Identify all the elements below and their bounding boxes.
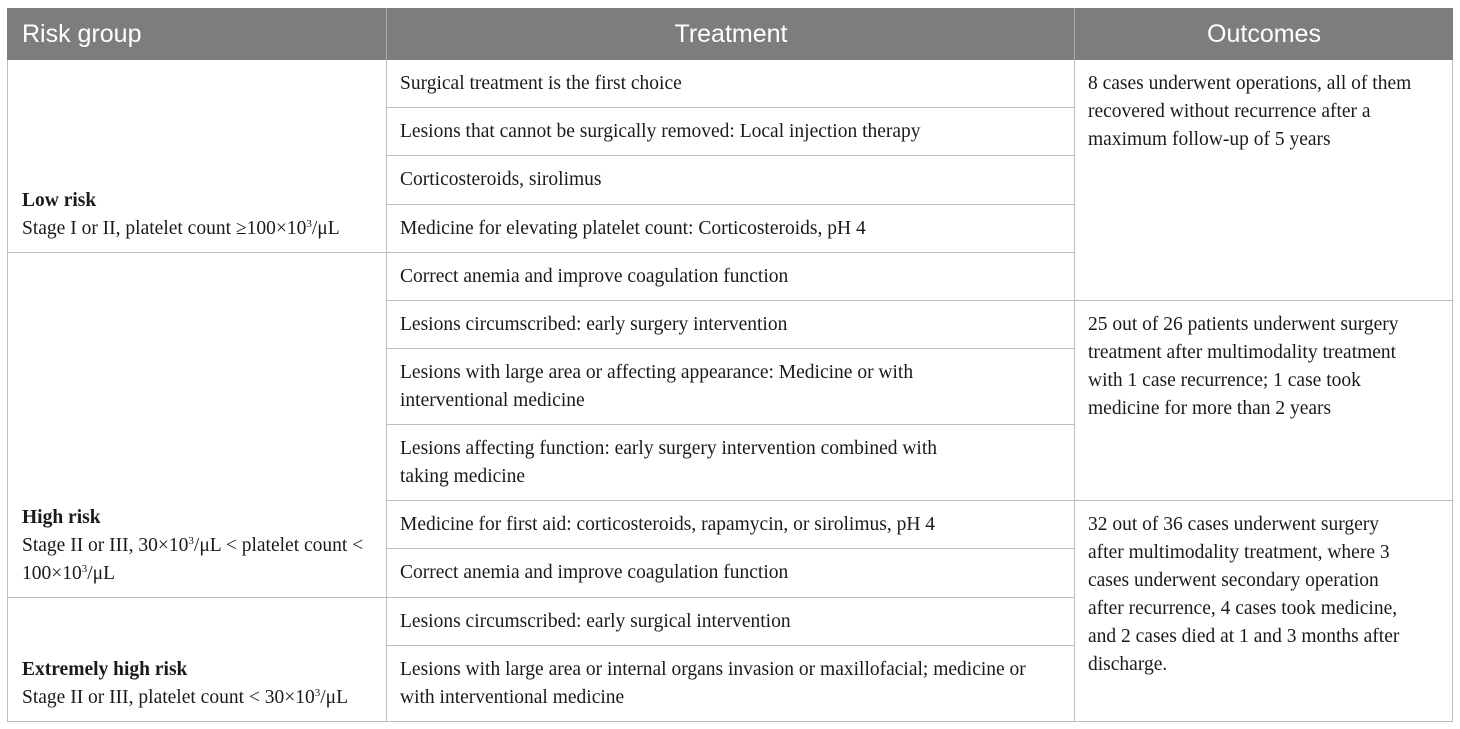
column-divider <box>386 60 387 722</box>
row-divider <box>387 500 1075 501</box>
risk-detail: Stage II or III, $30\times 10^3/\mu L$ < platelet count < $100\times 10^3/\mu L$ <box>22 535 364 584</box>
row-divider <box>387 155 1075 156</box>
treatment-cell: Medicine for elevating platelet count: Corticosteroids, pH 4 <box>400 218 866 239</box>
treatment-cell: Surgical treatment is the first choice <box>400 73 682 94</box>
risk-cell-extremely-high <box>22 656 382 712</box>
row-divider <box>7 252 387 253</box>
row-divider <box>1075 300 1453 301</box>
header-divider <box>386 8 387 60</box>
row-divider <box>387 548 1075 549</box>
border-bottom <box>7 721 1453 722</box>
treatment-cell: Correct anemia and improve coagulation function <box>400 562 789 583</box>
header-treatment: Treatment <box>674 20 788 48</box>
row-divider <box>387 204 1075 205</box>
risk-cell-high <box>22 504 382 588</box>
risk-cell-low <box>22 187 382 243</box>
header-divider <box>1074 8 1075 60</box>
column-divider <box>1074 60 1075 722</box>
treatment-table <box>7 8 1453 722</box>
outcome-cell: 32 out of 36 cases underwent surgery after multimodality treatment, where 3 cases underwent secondary operation after recurrence, 4 cases took medicine, and 2 cases died at 1 and 3 months after discharge. <box>1088 514 1400 675</box>
header-outcomes: Outcomes <box>1207 20 1321 48</box>
row-divider <box>387 252 1075 253</box>
row-divider <box>387 348 1075 349</box>
row-divider <box>7 597 387 598</box>
row-divider <box>1075 500 1453 501</box>
treatment-cell: Medicine for first aid: corticosteroids, rapamycin, or sirolimus, pH 4 <box>400 514 936 535</box>
risk-detail: Stage I or II, platelet count $\ge 100\times 10^3/\mu L$ <box>22 218 340 239</box>
outcome-cell: 25 out of 26 patients underwent surgery treatment after multimodality treatment with 1 case recurrence; 1 case took medicine for more than 2 years <box>1088 314 1399 419</box>
risk-name: Extremely high risk <box>22 659 188 680</box>
treatment-cell: Corticosteroids, sirolimus <box>400 169 602 190</box>
treatment-cell: Lesions that cannot be surgically removed: Local injection therapy <box>400 121 921 142</box>
row-divider <box>387 645 1075 646</box>
outcome-cell: 8 cases underwent operations, all of them recovered without recurrence after a maximum follow-up of 5 years <box>1088 73 1412 150</box>
row-divider <box>387 597 1075 598</box>
row-divider <box>387 107 1075 108</box>
row-divider <box>387 424 1075 425</box>
treatment-cell: Lesions circumscribed: early surgical intervention <box>400 611 791 632</box>
treatment-cell: Lesions with large area or affecting appearance: Medicine or with interventional medicine <box>400 362 914 411</box>
border-right <box>1452 60 1453 722</box>
risk-detail: Stage II or III, platelet count < $30\times 10^3/\mu L$ <box>22 687 349 708</box>
treatment-cell: Correct anemia and improve coagulation function <box>400 266 789 287</box>
table-header <box>7 8 1453 60</box>
header-risk-group: Risk group <box>22 20 142 48</box>
treatment-cell: Lesions circumscribed: early surgery intervention <box>400 314 788 335</box>
row-divider <box>387 300 1075 301</box>
treatment-cell: Lesions affecting function: early surgery intervention combined with taking medicine <box>400 438 938 487</box>
treatment-cell: Lesions with large area or internal organs invasion or maxillofacial; medicine or with interventional medicine <box>400 659 1026 708</box>
risk-name: High risk <box>22 507 101 528</box>
risk-name: Low risk <box>22 190 97 211</box>
border-left <box>7 60 8 722</box>
